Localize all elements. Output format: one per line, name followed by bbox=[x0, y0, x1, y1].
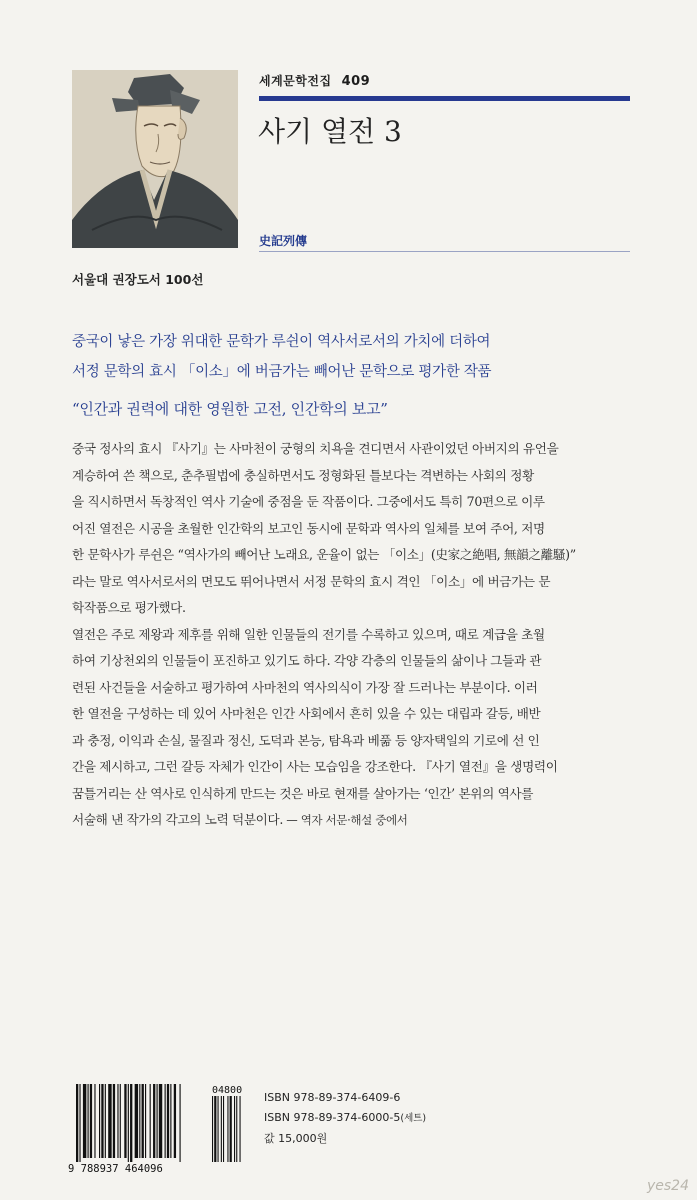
barcode-bar bbox=[130, 1084, 132, 1162]
body-line: 어진 열전은 시공을 초월한 인간학의 보고인 동시에 문학과 역사의 일체를 보여 주어, 저명 bbox=[72, 520, 545, 536]
body-line: 열전은 주로 제왕과 제후를 위해 일한 인물들의 전기를 수록하고 있으며, 때로 계급을 초월 bbox=[72, 626, 545, 642]
barcode-addon-bar bbox=[221, 1096, 222, 1162]
body-line: 간을 제시하고, 그런 갈등 자체가 인간이 사는 모습임을 강조한다. 『사기 열전』을 생명력이 bbox=[72, 759, 558, 774]
barcode-bar bbox=[139, 1084, 140, 1158]
isbn-barcode bbox=[66, 1084, 252, 1174]
barcode-addon-bars bbox=[212, 1096, 241, 1162]
body-line: 한 문학사가 루쉰은 “역사가의 빼어난 노래요, 운율이 없는 「이소」(史家之絶唱, 無韻之離騷)” bbox=[72, 547, 576, 562]
hanja-title: 史記列傳 bbox=[259, 234, 308, 248]
body-line: 하여 기상천외의 인물들이 포진하고 있기도 하다. 각양 각층의 인물들의 삶이나 그들과 관 bbox=[72, 653, 542, 668]
barcode-bar bbox=[76, 1084, 78, 1162]
barcode-bar bbox=[83, 1084, 86, 1158]
recommendation-label: 서울대 권장도서 100선 bbox=[72, 272, 204, 287]
barcode-digits: 9 788937 464096 bbox=[68, 1163, 163, 1174]
body-line: 을 직시하면서 독창적인 역사 기술에 중점을 둔 작품이다. 그중에서도 특히 70편으로 이루 bbox=[72, 494, 545, 509]
book-title: 사기 열전 3 bbox=[258, 115, 402, 148]
barcode-bar bbox=[117, 1084, 118, 1158]
barcode-addon-bar bbox=[234, 1096, 235, 1162]
price: 값 15,000원 bbox=[264, 1132, 328, 1145]
series-number: 409 bbox=[341, 74, 371, 89]
barcode-addon-bar bbox=[214, 1096, 216, 1162]
barcode-bar bbox=[108, 1084, 111, 1158]
barcode-bar bbox=[88, 1084, 89, 1158]
barcode-addon-bar bbox=[230, 1096, 232, 1162]
body-line: 과 충정, 이익과 손실, 물질과 정신, 도덕과 본능, 탐욕과 베풂 등 양자택일의 기로에 선 인 bbox=[72, 732, 540, 748]
body-line: 계승하여 쓴 책으로, 춘추필법에 충실하면서도 정형화된 틀보다는 격변하는 사회의 정황 bbox=[72, 467, 534, 483]
barcode-bar bbox=[170, 1084, 171, 1158]
barcode-bar bbox=[167, 1084, 169, 1158]
isbn-line-2 bbox=[264, 1108, 426, 1129]
barcode-bar bbox=[113, 1084, 115, 1158]
isbn-line-1: ISBN 978-89-374-6409-6 bbox=[264, 1091, 401, 1104]
body-line-text: 서술해 낸 작가의 각고의 노력 덕분이다. bbox=[72, 812, 283, 827]
barcode-bar bbox=[142, 1084, 144, 1158]
barcode-bars bbox=[76, 1084, 181, 1162]
headline-line: 서정 문학의 효시 「이소」에 버금가는 빼어난 문학으로 평가한 작품 bbox=[72, 364, 492, 380]
barcode-bar bbox=[145, 1084, 146, 1158]
body-line: 련된 사건들을 서술하고 평가하여 사마천의 역사의식이 가장 잘 드러나는 부분이다. 이러 bbox=[72, 679, 538, 695]
portrait-image bbox=[72, 70, 238, 248]
barcode-bar bbox=[174, 1084, 176, 1158]
headline bbox=[72, 327, 632, 387]
top-accent-bar bbox=[259, 96, 630, 101]
barcode-addon-bar bbox=[227, 1096, 228, 1162]
barcode-bar bbox=[120, 1084, 121, 1158]
barcode-addon-digits: 04800 bbox=[212, 1085, 243, 1096]
barcode-bar bbox=[105, 1084, 106, 1158]
body-line: 한 열전을 구성하는 데 있어 사마천은 인간 사회에서 흔히 있을 수 있는 대립과 갈등, 배반 bbox=[72, 706, 541, 721]
barcode-addon-bar bbox=[223, 1096, 224, 1162]
barcode-bar bbox=[128, 1084, 129, 1162]
body-line-last bbox=[72, 807, 632, 834]
body-source: — 역자 서문·해설 중에서 bbox=[282, 813, 408, 827]
body-line: 학작품으로 평가했다. bbox=[72, 600, 186, 615]
barcode-bar bbox=[159, 1084, 162, 1158]
headline-line: 중국이 낳은 가장 위대한 문학가 루쉰이 역사서로서의 가치에 더하여 bbox=[72, 334, 491, 350]
barcode-bar bbox=[90, 1084, 92, 1158]
barcode-bar bbox=[101, 1084, 103, 1158]
barcode-bar bbox=[180, 1084, 181, 1162]
series-name: 세계문학전집 bbox=[259, 74, 332, 88]
barcode-bar bbox=[157, 1084, 158, 1158]
barcode-bar bbox=[99, 1084, 100, 1158]
body-line: 라는 말로 역사서로서의 면모도 뛰어나면서 서정 문학의 효시 격인 「이소」에 버금가는 문 bbox=[72, 573, 551, 589]
barcode-bar bbox=[153, 1084, 155, 1158]
barcode-addon-bar bbox=[218, 1096, 219, 1162]
barcode-addon-bar bbox=[240, 1096, 241, 1162]
isbn-line-2-text: ISBN 978-89-374-6000-5 bbox=[264, 1111, 401, 1124]
barcode-bar bbox=[150, 1084, 151, 1158]
body-line: 꿈틀거리는 산 역사로 인식하게 만드는 것은 바로 현재를 살아가는 ‘인간’ 본위의 역사를 bbox=[72, 785, 534, 801]
barcode-bar bbox=[165, 1084, 166, 1158]
author-portrait bbox=[72, 70, 238, 248]
title-divider bbox=[259, 251, 630, 252]
description-text bbox=[72, 436, 632, 834]
barcode-bar bbox=[135, 1084, 138, 1158]
barcode-bar bbox=[124, 1084, 126, 1158]
isbn-info bbox=[264, 1088, 426, 1149]
barcode-addon-bar bbox=[212, 1096, 213, 1162]
pull-quote: “인간과 권력에 대한 영원한 고전, 인간학의 보고” bbox=[72, 400, 388, 418]
watermark-logo: yes24 bbox=[646, 1178, 689, 1194]
barcode-bar bbox=[79, 1084, 80, 1162]
series-label bbox=[259, 72, 370, 89]
barcode-bar bbox=[94, 1084, 95, 1158]
body-line: 중국 정사의 효시 『사기』는 사마천이 궁형의 치욕을 견디면서 사관이었던 아버지의 유언을 bbox=[72, 441, 559, 456]
barcode-addon-bar bbox=[236, 1096, 237, 1162]
isbn-set-label: (세트) bbox=[400, 1113, 427, 1124]
